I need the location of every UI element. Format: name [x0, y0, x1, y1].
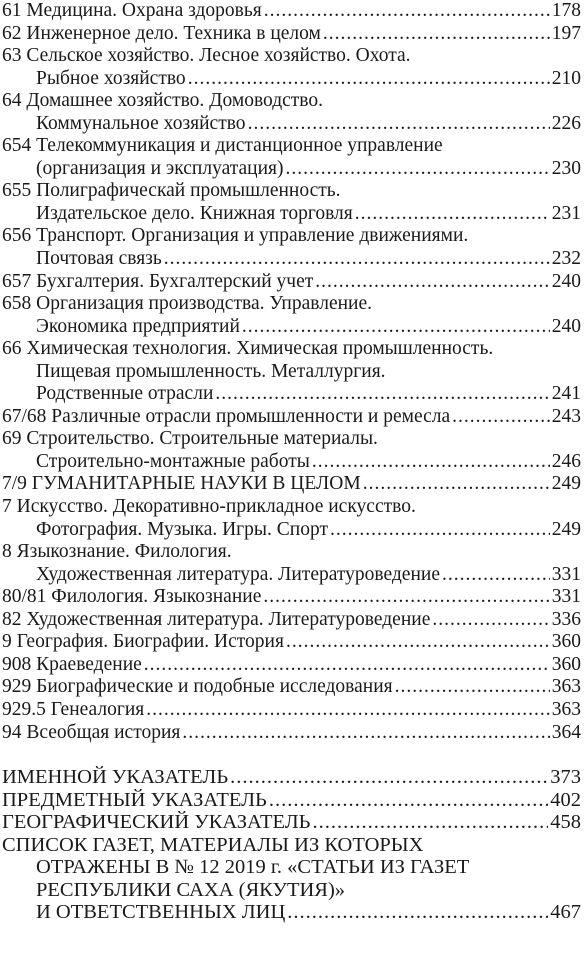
toc-page-number: 360: [551, 653, 581, 675]
toc-entry-heading: Пищевая промышленность. Металлургия.: [36, 360, 386, 382]
dot-leader: [330, 519, 550, 542]
toc-entry[interactable]: [2, 609, 581, 632]
toc-entry-title: Издательское дело. Книжная торговля: [36, 202, 353, 224]
dot-leader: [242, 316, 550, 339]
toc-entry-line: [2, 811, 581, 834]
toc-entry-heading: 63 Сельское хозяйство. Лесное хозяйство. Охота.: [2, 45, 411, 67]
toc-entry-line: [2, 789, 581, 812]
toc-entry-heading: РЕСПУБЛИКИ САХА (ЯКУТИЯ)»: [36, 878, 346, 901]
toc-entry[interactable]: [2, 834, 581, 924]
toc-entry-title: ГЕОГРАФИЧЕСКИЙ УКАЗАТЕЛЬ: [2, 811, 311, 834]
toc-page-number: 240: [551, 315, 581, 337]
toc-page-number: 249: [551, 473, 581, 495]
toc-entry-line: [2, 23, 581, 46]
toc-entry-title: 929.5 Генеалогия: [2, 698, 145, 720]
dot-leader: [452, 406, 550, 429]
toc-entry-title: 9 География. Биографии. История: [2, 631, 284, 653]
toc-entry[interactable]: [2, 293, 581, 338]
dot-leader: [285, 158, 549, 181]
toc-entry-line: [2, 271, 581, 294]
dot-leader: [144, 654, 550, 677]
dot-leader: [287, 901, 548, 924]
toc-entry-line: [2, 203, 581, 226]
dot-leader: [442, 564, 550, 587]
toc-entry-line: [2, 406, 581, 429]
dot-leader: [146, 699, 550, 722]
toc-entry-title: ИМЕННОЙ УКАЗАТЕЛЬ: [2, 766, 229, 789]
toc-entry[interactable]: [2, 654, 581, 677]
toc-entry[interactable]: [2, 135, 581, 180]
toc-page-number: 363: [551, 698, 581, 720]
toc-page-number: 331: [551, 586, 581, 608]
toc-page-number: 360: [551, 631, 581, 653]
toc-entry-line: [2, 676, 581, 699]
toc-entry-title: Коммунальное хозяйство: [36, 112, 246, 134]
toc-entry[interactable]: [2, 225, 581, 270]
dot-leader: [312, 451, 550, 474]
toc-page-number: 373: [550, 766, 581, 789]
toc-entry-heading: 658 Организация производства. Управление.: [2, 293, 373, 315]
toc-entry[interactable]: [2, 541, 581, 586]
toc-entry[interactable]: [2, 766, 581, 789]
toc-entry-line: [2, 722, 581, 745]
toc-entry-heading: 656 Транспорт. Организация и управление движениями.: [2, 225, 469, 247]
toc-entry[interactable]: [2, 722, 581, 745]
dot-leader: [263, 586, 549, 609]
toc-section-indexes: [2, 766, 581, 924]
toc-entry-line: [2, 316, 581, 339]
toc-entry-title: 929 Биографические и подобные исследования: [2, 676, 393, 698]
dot-leader: [164, 248, 550, 271]
toc-page-number: 226: [551, 112, 581, 134]
dot-leader: [269, 789, 548, 812]
toc-entry[interactable]: [2, 0, 581, 23]
toc-page-number: 246: [551, 450, 581, 472]
toc-page-number: 363: [551, 676, 581, 698]
toc-entry-line: [2, 631, 581, 654]
toc-entry-line: [2, 654, 581, 677]
toc-entry-title: ПРЕДМЕТНЫЙ УКАЗАТЕЛЬ: [2, 788, 267, 811]
toc-entry-title: Фотография. Музыка. Игры. Спорт: [36, 518, 328, 540]
toc-entry[interactable]: [2, 23, 581, 46]
toc-entry-title: Строительно-монтажные работы: [36, 450, 310, 472]
toc-entry-heading: СПИСОК ГАЗЕТ, МАТЕРИАЛЫ ИЗ КОТОРЫХ: [2, 833, 424, 856]
dot-leader: [188, 68, 550, 91]
toc-entry-title: 61 Медицина. Охрана здоровья: [2, 0, 262, 21]
toc-page-number: 231: [551, 202, 581, 224]
toc-entry-line: [2, 113, 581, 136]
toc-entry-title: И ОТВЕТСТВЕННЫХ ЛИЦ: [36, 901, 286, 924]
toc-entry[interactable]: [2, 271, 581, 294]
toc-page-number: 364: [551, 721, 581, 743]
toc-entry-heading: 655 Полиграфическай промышленность.: [2, 180, 341, 202]
toc-entry-heading: ОТРАЖЕНЫ В № 12 2019 г. «СТАТЬИ ИЗ ГАЗЕТ: [36, 856, 470, 879]
toc-entry-line: [2, 0, 581, 23]
toc-entry-line: [2, 158, 581, 181]
toc-entry-heading: 7 Искусство. Декоративно-прикладное искусство.: [2, 496, 416, 518]
toc-page-number: 210: [551, 67, 581, 89]
toc-entry[interactable]: [2, 631, 581, 654]
toc-entry-line: [2, 68, 581, 91]
dot-leader: [182, 722, 549, 745]
toc-page-number: 402: [550, 788, 581, 811]
toc-entry[interactable]: [2, 45, 581, 90]
toc-entry[interactable]: [2, 496, 581, 541]
toc-entry-line: [2, 473, 581, 496]
dot-leader: [215, 383, 549, 406]
dot-leader: [230, 766, 548, 789]
toc-entry-title: 657 Бухгалтерия. Бухгалтерский учет: [2, 270, 314, 292]
toc-entry[interactable]: [2, 338, 581, 406]
dot-leader: [355, 203, 550, 226]
toc-entry-line: [2, 699, 581, 722]
toc-entry[interactable]: [2, 789, 581, 812]
dot-leader: [248, 113, 550, 136]
toc-entry-line: [2, 451, 581, 474]
toc-entry-title: 67/68 Различные отрасли промышленности и ремесла: [2, 405, 451, 427]
toc-entry-title: Родственные отрасли: [36, 383, 214, 405]
toc-entry-heading: 69 Строительство. Строительные материалы.: [2, 428, 378, 450]
toc-page-number: 197: [551, 22, 581, 44]
toc-entry[interactable]: [2, 699, 581, 722]
toc-page-number: 178: [551, 0, 581, 21]
dot-leader: [264, 0, 550, 23]
toc-entry-title: (организация и эксплуатация): [36, 157, 284, 179]
dot-leader: [395, 676, 550, 699]
dot-leader: [312, 811, 548, 834]
toc-page-number: 336: [551, 608, 581, 630]
section-gap: [2, 744, 581, 766]
toc-page-number: 467: [550, 901, 581, 924]
toc-page-number: 243: [551, 405, 581, 427]
toc-entry-title: Художественная литература. Литературоведение: [36, 563, 440, 585]
toc-entry-line: [2, 248, 581, 271]
toc-page-number: 232: [551, 248, 581, 270]
dot-leader: [323, 23, 550, 46]
toc-page-number: 240: [551, 270, 581, 292]
dot-leader: [432, 609, 549, 632]
toc-entry-heading: 66 Химическая технология. Химическая промышленность.: [2, 338, 494, 360]
toc-entry[interactable]: [2, 90, 581, 135]
toc-entry-line: [2, 519, 581, 542]
toc-entry-title: Экономика предприятий: [36, 315, 240, 337]
toc-entry[interactable]: [2, 676, 581, 699]
toc-entry-line: [2, 564, 581, 587]
dot-leader: [363, 473, 550, 496]
toc-entry-title: 82 Художественная литература. Литературоведение: [2, 608, 431, 630]
toc-entry-heading: 8 Языкознание. Филология.: [2, 541, 232, 563]
toc-page-number: 331: [551, 563, 581, 585]
toc-entry-line: [2, 609, 581, 632]
toc-entry[interactable]: [2, 473, 581, 496]
toc-entry-title: 7/9 ГУМАНИТАРНЫЕ НАУКИ В ЦЕЛОМ: [2, 473, 361, 495]
toc-section-classes: [2, 0, 581, 744]
toc-entry[interactable]: [2, 180, 581, 225]
toc-entry-title: 908 Краеведение: [2, 653, 142, 675]
toc-entry-line: [2, 586, 581, 609]
toc-entry[interactable]: [2, 811, 581, 834]
toc-entry-line: [2, 383, 581, 406]
toc-entry-line: [2, 901, 581, 924]
dot-leader: [286, 631, 550, 654]
toc-page-number: 458: [550, 811, 581, 834]
toc-entry[interactable]: [2, 586, 581, 609]
toc-entry-line: [2, 766, 581, 789]
toc-entry-title: 94 Всеобщая история: [2, 721, 181, 743]
toc-page-number: 230: [551, 157, 581, 179]
toc-entry-heading: 654 Телекоммуникация и дистанционное управление: [2, 135, 443, 157]
dot-leader: [315, 271, 549, 294]
toc-entry-title: 62 Инженерное дело. Техника в целом: [2, 22, 321, 44]
toc-entry-title: 80/81 Филология. Языкознание: [2, 586, 262, 608]
toc-entry[interactable]: [2, 406, 581, 429]
toc-entry[interactable]: [2, 428, 581, 473]
toc-page-number: 249: [551, 518, 581, 540]
toc-page-number: 241: [551, 383, 581, 405]
toc-entry-title: Рыбное хозяйство: [36, 67, 186, 89]
toc-entry-heading: 64 Домашнее хозяйство. Домоводство.: [2, 90, 323, 112]
toc-entry-title: Почтовая связь: [36, 248, 162, 270]
